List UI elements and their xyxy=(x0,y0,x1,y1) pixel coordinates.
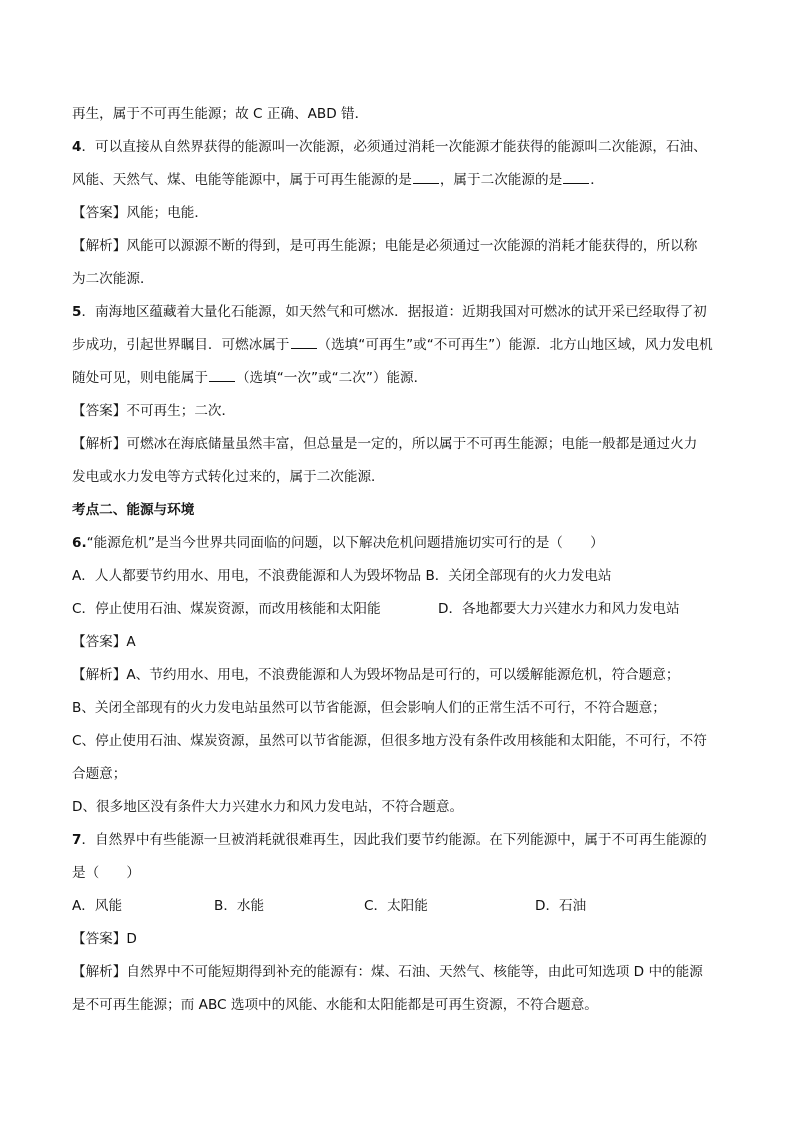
q4-analysis-line-2 xyxy=(72,263,724,296)
q6-analysis-line-4: 合题意； xyxy=(72,766,127,782)
q7-stem-text-a: ．自然界中有些能源一旦被消耗就很难再生，因此我们要节约能源。在下列能源中，属于不可再生能源的 xyxy=(81,832,707,848)
q5-analysis-text-b: 发电或水力发电等方式转化过来的，属于二次能源． xyxy=(72,469,385,485)
q4-answer xyxy=(72,197,724,230)
q7-analysis-tag: 【解析】 xyxy=(72,964,127,980)
q7-answer-text: D xyxy=(126,931,137,947)
prev-analysis-tail xyxy=(72,98,724,131)
q4-stem-text-b2: ，属于二次能源的是 xyxy=(439,172,563,188)
q7-number: 7 xyxy=(72,832,82,848)
q7-analysis-line-2: 是不可再生能源；而 ABC 选项中的风能、水能和太阳能都是可再生资源，不符合题意。 xyxy=(72,997,598,1013)
document-content xyxy=(72,98,724,1022)
q6-stem xyxy=(72,527,724,560)
q4-number: 4 xyxy=(72,139,82,155)
q6-options-cd xyxy=(72,593,724,626)
q4-stem-text-b1: 风能、天然气、煤、电能等能源中，属于可再生能源的是 xyxy=(72,172,412,188)
q5-number: 5 xyxy=(72,304,82,320)
q6-analysis-line-1 xyxy=(72,659,724,692)
q4-stem-line-1 xyxy=(72,131,724,164)
q5-answer-text: 不可再生；二次． xyxy=(126,403,236,419)
q4-analysis-text-b: 为二次能源． xyxy=(72,271,154,287)
q5-answer xyxy=(72,395,724,428)
q6-analysis-tag: 【解析】 xyxy=(72,667,127,683)
q5-stem-line-3 xyxy=(72,362,724,395)
q5-analysis-line-1 xyxy=(72,428,724,461)
q7-answer xyxy=(72,923,724,956)
q7-analysis-text-a: 自然界中不可能短期得到补充的能源有：煤、石油、天然气、核能等，由此可知选项 D 中的能源 xyxy=(126,964,703,980)
q7-analysis-line-1 xyxy=(72,956,724,989)
q7-options xyxy=(72,890,724,923)
q5-stem-text-b2: （选填“可再生”或“不可再生”）能源．北方山地区域，风力发电机 xyxy=(317,337,713,353)
q4-stem-text-a: ．可以直接从自然界获得的能源叫一次能源，必须通过消耗一次能源才能获得的能源叫二次能源，石油、 xyxy=(81,139,707,155)
q6-option-c: C．停止使用石油、煤炭资源，而改用核能和太阳能 xyxy=(72,601,381,617)
q7-stem-line-2: 是（ ） xyxy=(72,865,140,881)
q5-analysis-text-a: 可燃冰在海底储量虽然丰富，但总量是一定的，所以属于不可再生能源；电能一般都是通过火力 xyxy=(126,436,698,452)
q6-number: 6. xyxy=(72,535,87,551)
prev-analysis-text: 再生，属于不可再生能源；故 C 正确、ABD 错． xyxy=(72,106,369,122)
q5-stem-text-a: ．南海地区蕴藏着大量化石能源，如天然气和可燃冰．据报道：近期我国对可燃冰的试开采已经取得了初 xyxy=(81,304,707,320)
q5-stem-text-c2: （选填“一次”或“二次”）能源． xyxy=(235,370,428,386)
q6-options-ab: A．人人都要节约用水、用电，不浪费能源和人为毁坏物品 B．关闭全部现有的火力发电站 xyxy=(72,568,612,584)
q4-analysis-text-a: 风能可以源源不断的得到，是可再生能源；电能是必须通过一次能源的消耗才能获得的，所以称 xyxy=(126,238,698,254)
q4-stem-text-b3: ． xyxy=(590,172,604,188)
q4-analysis-line-1 xyxy=(72,230,724,263)
q6-analysis-line-3: C、停止使用石油、煤炭资源，虽然可以节省能源，但很多地方没有条件改用核能和太阳能，不可行，不符 xyxy=(72,733,707,749)
q4-blank-1 xyxy=(413,169,439,184)
q5-blank-2 xyxy=(209,367,235,382)
q4-answer-text: 风能；电能． xyxy=(126,205,208,221)
q4-answer-tag: 【答案】 xyxy=(72,205,127,221)
q5-analysis-tag: 【解析】 xyxy=(72,436,127,452)
section-2-title: 考点二、能源与环境 xyxy=(72,502,195,518)
q4-analysis-tag: 【解析】 xyxy=(72,238,127,254)
q5-answer-tag: 【答案】 xyxy=(72,403,127,419)
q6-analysis-text-a: A、节约用水、用电，不浪费能源和人为毁坏物品是可行的，可以缓解能源危机，符合题意； xyxy=(126,667,680,683)
q6-option-d: D．各地都要大力兴建水力和风力发电站 xyxy=(438,601,680,617)
q7-option-a: A．风能 xyxy=(72,898,123,914)
q7-option-b: B．水能 xyxy=(214,898,265,914)
q6-answer-tag: 【答案】 xyxy=(72,634,127,650)
q5-analysis-line-2 xyxy=(72,461,724,494)
q7-answer-tag: 【答案】 xyxy=(72,931,127,947)
q5-stem-line-2 xyxy=(72,329,724,362)
q6-answer-text: A xyxy=(126,634,136,650)
q5-stem-text-c1: 随处可见，则电能属于 xyxy=(72,370,208,386)
q6-analysis-line-2: B、关闭全部现有的火力发电站虽然可以节省能源，但会影响人们的正常生活不可行，不符合题意； xyxy=(72,700,666,716)
q7-option-c: C．太阳能 xyxy=(364,898,428,914)
q5-blank-1 xyxy=(291,334,317,349)
q6-analysis-line-5: D、很多地区没有条件大力兴建水力和风力发电站，不符合题意。 xyxy=(72,799,464,815)
q6-answer xyxy=(72,626,724,659)
q5-stem-text-b1: 步成功，引起世界瞩目．可燃冰属于 xyxy=(72,337,290,353)
q4-stem-line-2 xyxy=(72,164,724,197)
q5-stem-line-1 xyxy=(72,296,724,329)
q4-blank-2 xyxy=(563,169,589,184)
q7-stem-line-1 xyxy=(72,824,724,857)
q7-option-d: D．石油 xyxy=(535,898,587,914)
q6-stem-text: “能源危机”是当今世界共同面临的问题，以下解决危机问题措施切实可行的是（ ） xyxy=(86,535,604,551)
